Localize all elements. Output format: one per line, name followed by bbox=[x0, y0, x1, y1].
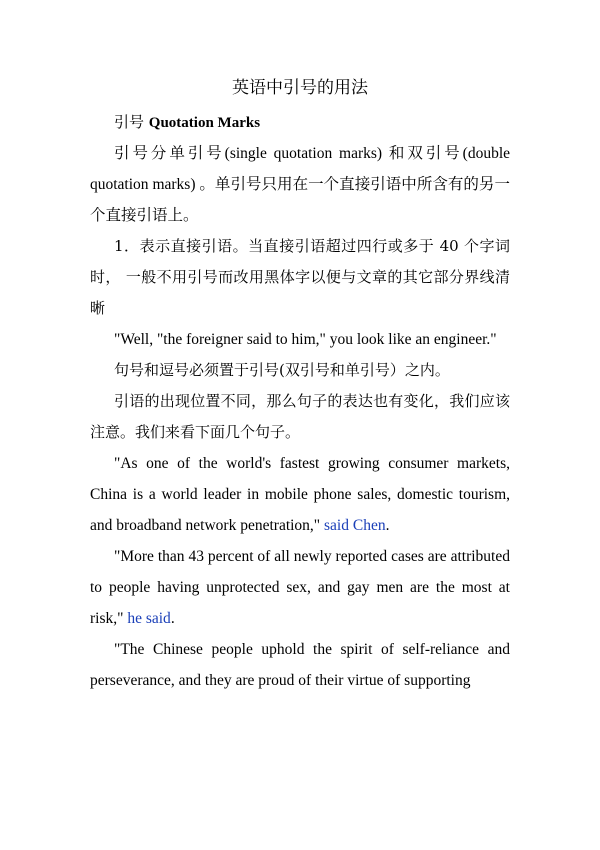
paragraph-direct-speech: 1．表示直接引语。当直接引语超过四行或多于 40 个字词时， 一般不用引号而改用黑体字以便与文章的其它部分界线清晰 bbox=[90, 237, 510, 317]
period: . bbox=[170, 610, 175, 627]
heading-english: Quotation Marks bbox=[148, 115, 261, 131]
example-quote-china-market bbox=[90, 448, 510, 541]
document-title: 英语中引号的用法 bbox=[232, 78, 368, 98]
section-heading bbox=[90, 107, 510, 138]
paragraph-punctuation-rule: 句号和逗号必须置于引号(双引号和单引号）之内。 bbox=[114, 361, 450, 379]
example-quote-cases-text: "More than 43 percent of all newly reported cases are attributed to people having unprotected sex, and gay men are the most at risk," bbox=[90, 548, 510, 627]
paragraph-position-note: 引语的出现位置不同，那么句子的表达也有变化，我们应该注意。我们来看下面几个句子。 bbox=[90, 392, 510, 441]
heading-chinese: 引号 bbox=[114, 113, 145, 131]
speaker-he-said: he said bbox=[127, 610, 171, 627]
example-quote-chinese-people: "The Chinese people uphold the spirit of self-reliance and perseverance, and they are proud of their virtue of supporting bbox=[90, 641, 510, 689]
example-quote-cases bbox=[90, 541, 510, 634]
example-quote-china-text: "As one of the world's fastest growing consumer markets, China is a world leader in mobile phone sales, domestic tourism, and broadband network penetration," bbox=[90, 455, 510, 534]
document-page bbox=[90, 73, 510, 696]
period: . bbox=[385, 517, 390, 534]
paragraph-quote-types: 引号分单引号(single quotation marks) 和双引号(double quotation marks) 。单引号只用在一个直接引语中所含有的另一个直接引语上。 bbox=[90, 145, 510, 224]
speaker-said-chen: said Chen bbox=[324, 517, 386, 534]
example-quote-engineer: "Well, "the foreigner said to him," you look like an engineer." bbox=[114, 331, 497, 348]
